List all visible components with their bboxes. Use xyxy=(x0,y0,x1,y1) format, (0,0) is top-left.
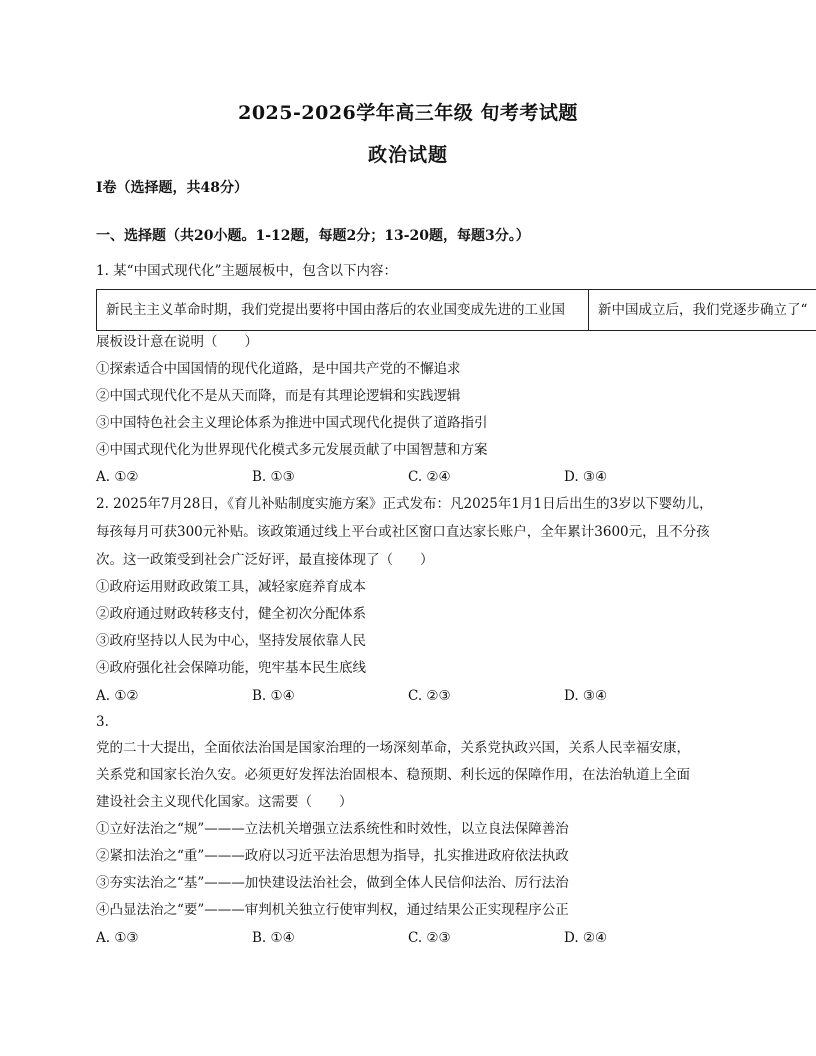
q3-option-d[interactable]: D. ②④ xyxy=(564,930,608,946)
q1-item-4: ④中国式现代化为世界现代化模式多元发展贡献了中国智慧和方案 xyxy=(96,442,488,458)
q3-option-c[interactable]: C. ②③ xyxy=(408,930,451,946)
q1-prompt: 展板设计意在说明（ ） xyxy=(96,334,258,350)
q1-stem: 1. 某“中国式现代化”主题展板中，包含以下内容： xyxy=(96,263,397,279)
q2-item-1: ①政府运用财政政策工具，减轻家庭养育成本 xyxy=(96,579,366,595)
q3-line-3: 建设社会主义现代化国家。这需要（ ） xyxy=(96,794,353,810)
q1-option-a[interactable]: A. ①② xyxy=(96,469,139,485)
q2-option-a[interactable]: A. ①② xyxy=(96,688,139,704)
q2-item-2: ②政府通过财政转移支付，健全初次分配体系 xyxy=(96,606,366,622)
exam-subtitle: 政治试题 xyxy=(367,144,448,166)
q1-item-3: ③中国特色社会主义理论体系为推进中国式现代化提供了道路指引 xyxy=(96,415,488,431)
volume-heading: Ⅰ卷（选择题，共48分） xyxy=(96,180,249,196)
exam-title: 2025-2026学年高三年级 旬考考试题 xyxy=(238,102,578,124)
q1-table xyxy=(96,289,816,331)
q3-line-2: 关系党和国家长治久安。必须更好发挥法治固根本、稳预期、利长远的保障作用，在法治轨道上全面 xyxy=(96,767,690,783)
q3-option-a[interactable]: A. ①③ xyxy=(96,930,139,946)
q3-item-1: ①立好法治之“规”———立法机关增强立法系统性和时效性，以立良法保障善治 xyxy=(96,821,569,837)
q1-table-cell-1: 新民主主义革命时期，我们党提出要将中国由落后的农业国变成先进的工业国 xyxy=(97,290,589,330)
q2-line-2: 每孩每月可获300元补贴。该政策通过线上平台或社区窗口直达家长账户，全年累计3600元，且不分孩 xyxy=(96,524,710,540)
q1-item-2: ②中国式现代化不是从天而降，而是有其理论逻辑和实践逻辑 xyxy=(96,388,461,404)
q2-item-3: ③政府坚持以人民为中心，坚持发展依靠人民 xyxy=(96,633,366,649)
q3-item-3: ③夯实法治之“基”———加快建设法治社会，做到全体人民信仰法治、厉行法治 xyxy=(96,875,569,891)
q3-item-4: ④凸显法治之“要”———审判机关独立行使审判权，通过结果公正实现程序公正 xyxy=(96,902,569,918)
q1-item-1: ①探索适合中国国情的现代化道路，是中国共产党的不懈追求 xyxy=(96,361,461,377)
q2-option-b[interactable]: B. ①④ xyxy=(252,688,295,704)
q2-line-3: 次。这一政策受到社会广泛好评，最直接体现了（ ） xyxy=(96,552,434,568)
q2-option-d[interactable]: D. ③④ xyxy=(564,688,608,704)
section-heading: 一、选择题（共20小题。1-12题，每题2分；13-20题，每题3分。） xyxy=(96,228,530,244)
q3-number: 3. xyxy=(96,714,109,730)
q3-item-2: ②紧扣法治之“重”———政府以习近平法治思想为指导，扎实推进政府依法执政 xyxy=(96,848,569,864)
q1-table-cell-2: 新中国成立后，我们党逐步确立了“ xyxy=(598,302,808,318)
q3-line-1: 党的二十大提出，全面依法治国是国家治理的一场深刻革命，关系党执政兴国，关系人民幸福安康， xyxy=(96,740,690,756)
q2-line-1: 2. 2025年7月28日，《育儿补贴制度实施方案》正式发布：凡2025年1月1日后出生的3岁以下婴幼儿， xyxy=(96,496,713,512)
q1-option-d[interactable]: D. ③④ xyxy=(564,469,608,485)
q2-item-4: ④政府强化社会保障功能，兜牢基本民生底线 xyxy=(96,660,366,676)
q1-option-b[interactable]: B. ①③ xyxy=(252,469,295,485)
q2-option-c[interactable]: C. ②③ xyxy=(408,688,451,704)
q1-option-c[interactable]: C. ②④ xyxy=(408,469,451,485)
q3-option-b[interactable]: B. ①④ xyxy=(252,930,295,946)
